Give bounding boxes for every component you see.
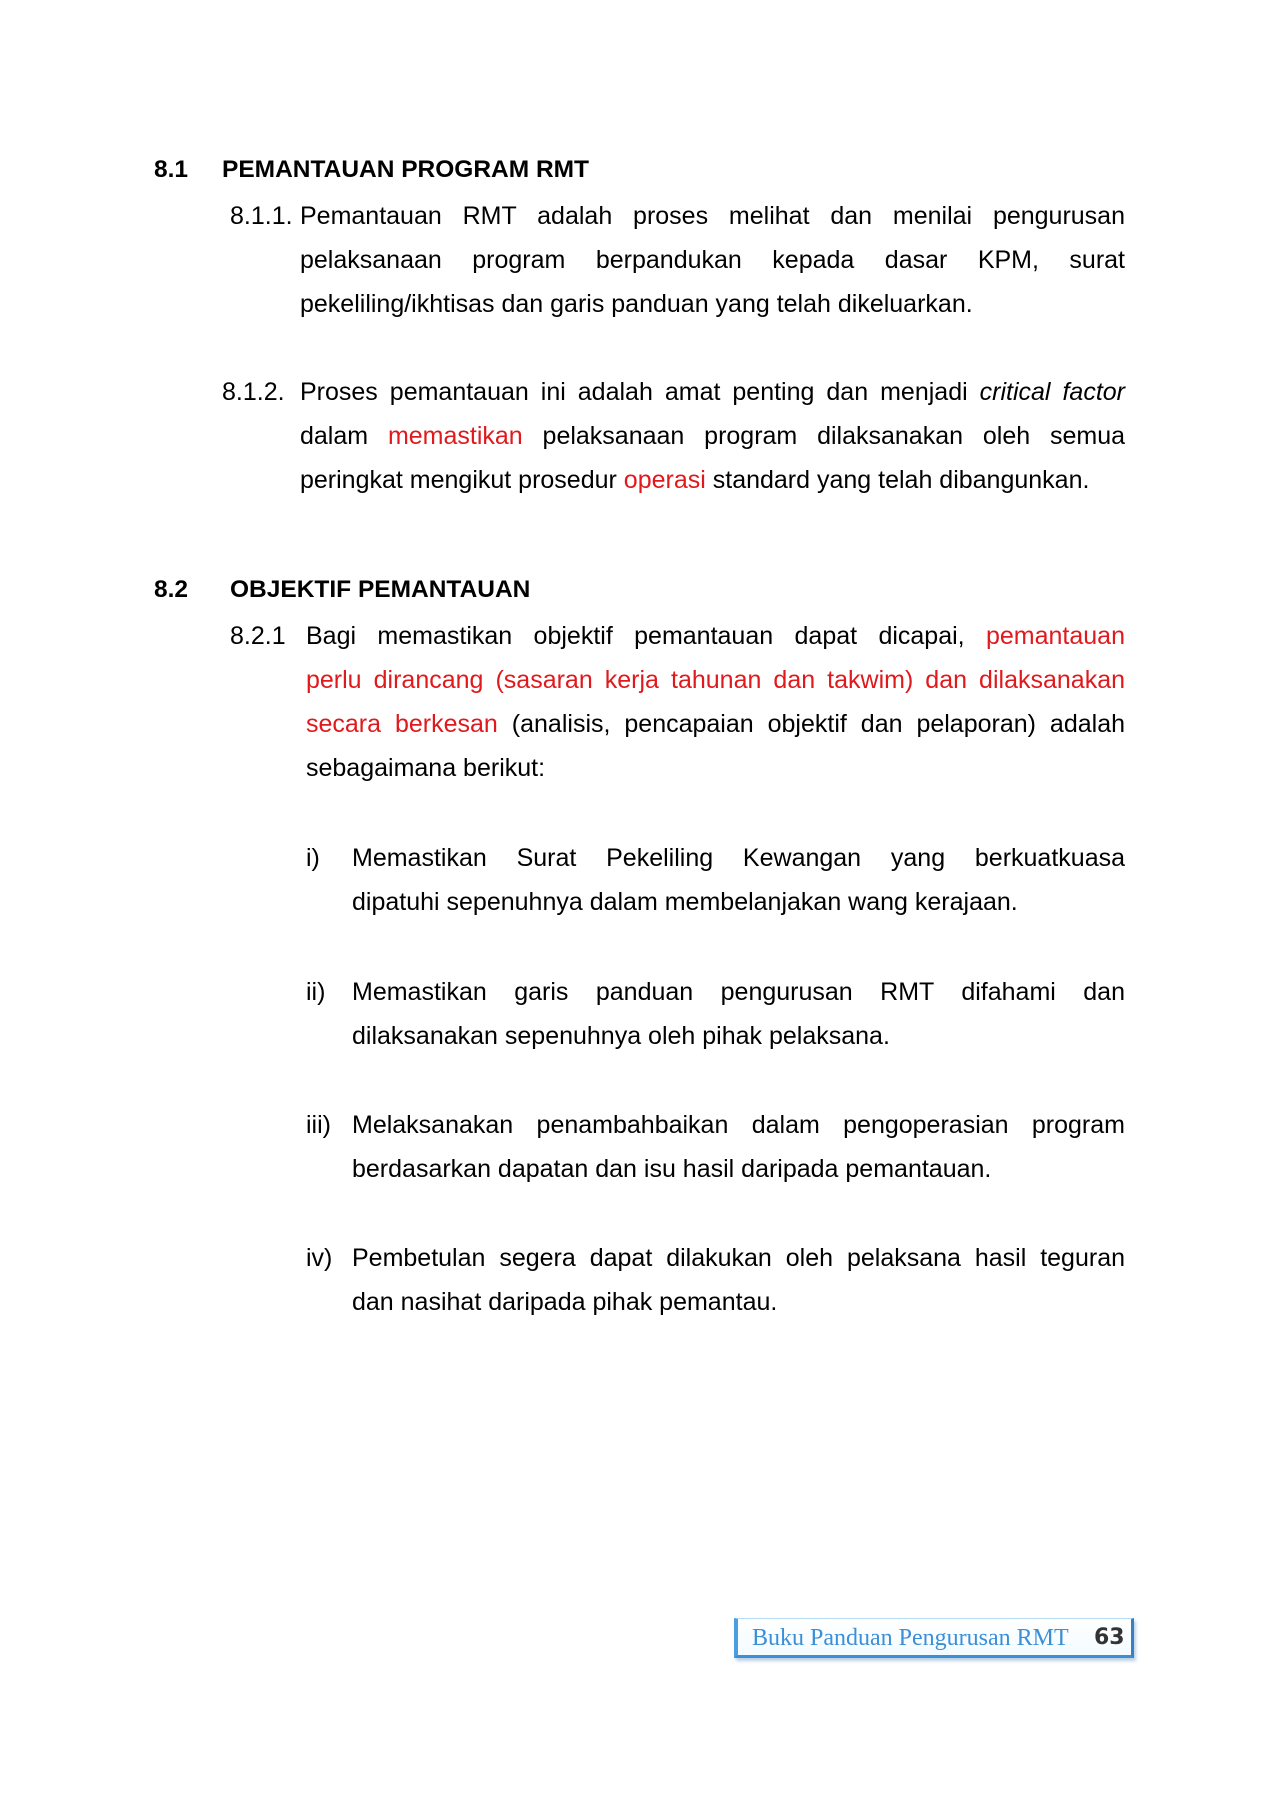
paragraph-line: sebagaimana berikut: <box>306 754 546 782</box>
text: (analisis, pencapaian objektif dan pelaporan) adalah <box>497 710 1126 738</box>
list-item <box>306 836 1125 924</box>
italic-term: critical factor <box>979 378 1125 406</box>
list-marker: i) <box>306 844 320 872</box>
paragraph-8-1-2 <box>222 370 1125 502</box>
list-item-line: dilaksanakan sepenuhnya oleh pihak pelaksana. <box>352 1022 890 1050</box>
list-item-line: Pembetulan segera dapat dilakukan oleh pelaksana hasil teguran <box>352 1244 1125 1272</box>
text: peringkat mengikut prosedur <box>300 466 624 494</box>
paragraph-line <box>300 458 1125 502</box>
list-item-line: dan nasihat daripada pihak pemantau. <box>352 1288 778 1316</box>
paragraph-line: pelaksanaan program berpandukan kepada dasar KPM, surat <box>300 246 1125 274</box>
paragraph-number: 8.2.1 <box>230 622 286 650</box>
text: standard yang telah dibangunkan. <box>705 466 1090 494</box>
page-number: 63 <box>1094 1625 1125 1650</box>
list-item <box>306 1103 1125 1191</box>
paragraph-8-1-1 <box>230 194 1125 326</box>
paragraph-line <box>300 370 1125 414</box>
list-marker: iv) <box>306 1244 333 1272</box>
list-item-line: Memastikan garis panduan pengurusan RMT difahami dan <box>352 978 1125 1006</box>
paragraph-line: pekeliling/ikhtisas dan garis panduan yang telah dikeluarkan. <box>300 290 973 318</box>
section-title: OBJEKTIF PEMANTAUAN <box>230 576 531 603</box>
paragraph-number: 8.1.1. <box>230 202 293 230</box>
text: Bagi memastikan objektif pemantauan dapat dicapai, <box>306 622 986 650</box>
paragraph-line <box>306 614 1125 658</box>
section-title: PEMANTAUAN PROGRAM RMT <box>222 156 590 183</box>
list-item-line: Memastikan Surat Pekeliling Kewangan yang berkuatkuasa <box>352 844 1125 872</box>
list-item-line: berdasarkan dapatan dan isu hasil daripada pemantauan. <box>352 1155 992 1183</box>
list-item-line: Melaksanakan penambahbaikan dalam pengoperasian program <box>352 1111 1125 1139</box>
paragraph-line <box>306 702 1125 746</box>
highlighted-text: memastikan <box>387 422 523 450</box>
section-number: 8.1 <box>154 156 189 183</box>
paragraph-line: Pemantauan RMT adalah proses melihat dan menilai pengurusan <box>300 202 1125 230</box>
highlighted-text: secara berkesan <box>306 710 498 738</box>
list-item-line: dipatuhi sepenuhnya dalam membelanjakan wang kerajaan. <box>352 888 1018 916</box>
section-8-2-heading <box>154 575 754 605</box>
list-marker: ii) <box>306 978 326 1006</box>
text: dalam <box>300 422 388 450</box>
footer-banner <box>734 1618 1136 1662</box>
section-8-1-heading <box>154 155 754 185</box>
paragraph-number: 8.1.2. <box>222 378 285 406</box>
list-marker: iii) <box>306 1111 331 1139</box>
paragraph-line <box>300 414 1125 458</box>
list-item <box>306 970 1125 1058</box>
highlighted-text: pemantauan <box>985 622 1125 650</box>
text: Proses pemantauan ini adalah amat penting dan menjadi <box>300 378 980 406</box>
paragraph-8-2-1 <box>230 614 1125 790</box>
highlighted-text: operasi <box>623 466 706 494</box>
text: pelaksanaan program dilaksanakan oleh semua <box>522 422 1125 450</box>
paragraph-line: perlu dirancang (sasaran kerja tahunan dan takwim) dan dilaksanakan <box>306 666 1125 694</box>
footer-title: Buku Panduan Pengurusan RMT <box>752 1625 1069 1651</box>
section-number: 8.2 <box>154 576 189 603</box>
list-item <box>306 1236 1125 1324</box>
